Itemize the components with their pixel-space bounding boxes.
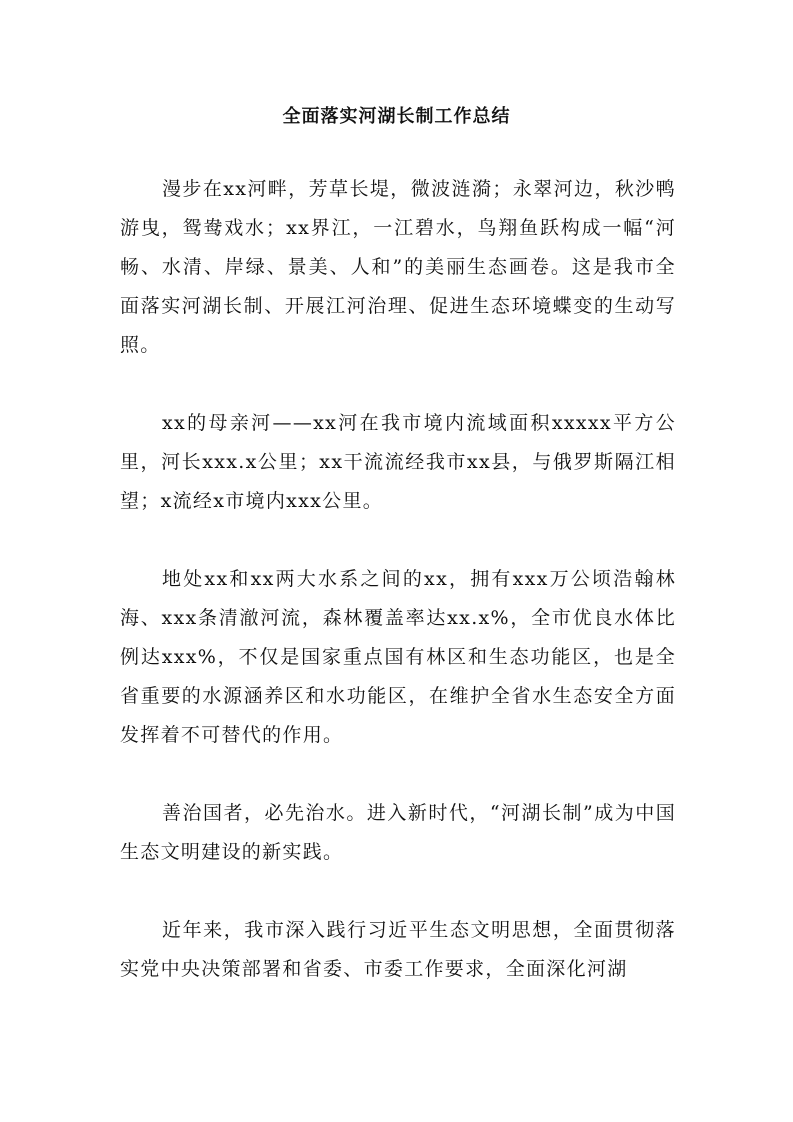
document-body: [120, 170, 676, 1028]
paragraph-1: 漫步在xx河畔，芳草长堤，微波涟漪；永翠河边，秋沙鸭游曳，鸳鸯戏水；xx界江，一江碧水，鸟翔鱼跃构成一幅“河畅、水清、岸绿、景美、人和”的美丽生态画卷。这是我市全面落实河湖长制、开展江河治理、促进生态环境蝶变的生动写照。: [120, 178, 676, 356]
paragraph-5: 近年来，我市深入践行习近平生态文明思想，全面贯彻落实党中央决策部署和省委、市委工作要求，全面深化河湖: [120, 919, 676, 980]
document-title: 全面落实河湖长制工作总结: [282, 106, 511, 127]
paragraph-4: 善治国者，必先治水。进入新时代，“河湖长制”成为中国生态文明建设的新实践。: [120, 802, 676, 863]
paragraph-2: xx的母亲河——xx河在我市境内流域面积xxxxx平方公里，河长xxx.x公里；xx干流流经我市xx县，与俄罗斯隔江相望；x流经x市境内xxx公里。: [120, 412, 676, 512]
paragraph-3: 地处xx和xx两大水系之间的xx，拥有xxx万公顷浩翰林海、xxx条清澈河流，森林覆盖率达xx.x%，全市优良水体比例达xxx%，不仅是国家重点国有林区和生态功能区，也是全省重要的水源涵养区和水功能区，在维护全省水生态安全方面发挥着不可替代的作用。: [120, 568, 676, 746]
